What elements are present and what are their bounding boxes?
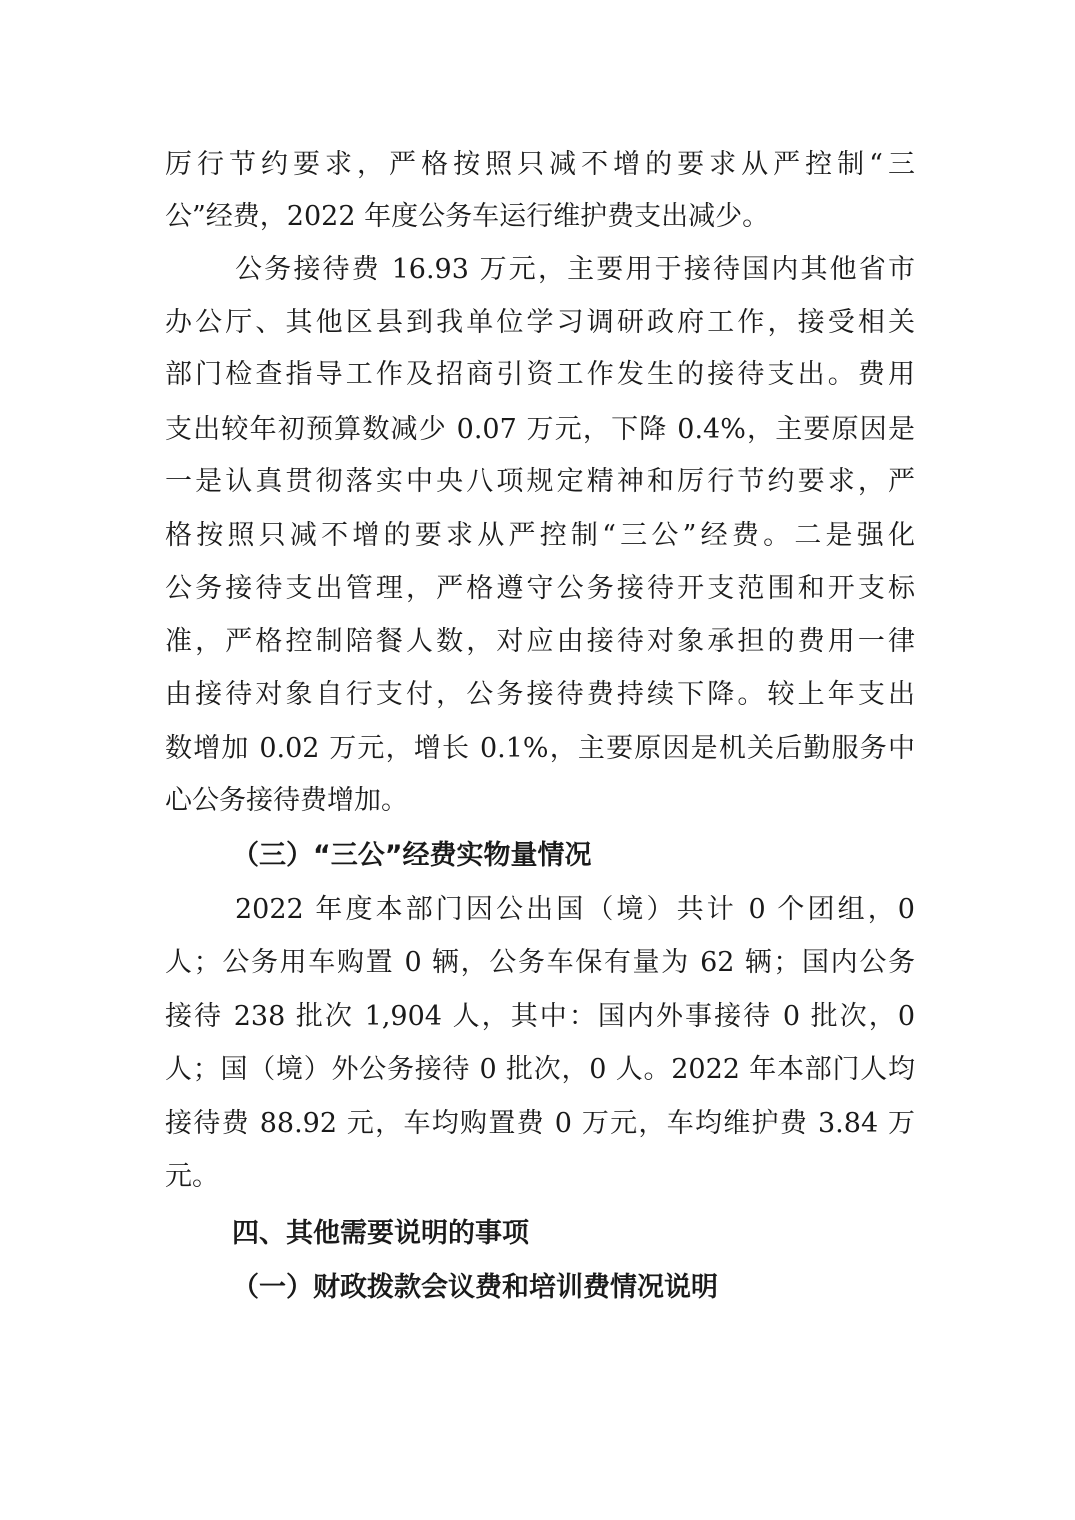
paragraph-line: 2022 年度本部门因公出国（境）共计 0 个团组，0 — [235, 894, 915, 925]
paragraph-line: 厉行节约要求，严格按照只减不增的要求从严控制“三 — [165, 149, 915, 180]
section-heading-three-public-quantity: （三）“三公”经费实物量情况 — [232, 840, 592, 871]
paragraph-line: 公”经费，2022 年度公务车运行维护费支出减少。 — [165, 201, 770, 232]
paragraph-line: 数增加 0.02 万元，增长 0.1%，主要原因是机关后勤服务中 — [165, 733, 915, 764]
paragraph-line: 格按照只减不增的要求从严控制“三公”经费。二是强化 — [165, 520, 915, 551]
paragraph-line: 部门检查指导工作及招商引资工作发生的接待支出。费用 — [165, 359, 915, 390]
paragraph-line: 一是认真贯彻落实中央八项规定精神和厉行节约要求，严 — [165, 466, 915, 497]
paragraph-line: 办公厅、其他区县到我单位学习调研政府工作，接受相关 — [165, 307, 915, 338]
paragraph-line: 公务接待费 16.93 万元，主要用于接待国内其他省市 — [235, 254, 915, 285]
paragraph-line: 人；公务用车购置 0 辆，公务车保有量为 62 辆；国内公务 — [165, 947, 915, 978]
paragraph-line: 准，严格控制陪餐人数，对应由接待对象承担的费用一律 — [165, 626, 915, 657]
paragraph-line: 接待费 88.92 元，车均购置费 0 万元，车均维护费 3.84 万 — [165, 1108, 915, 1139]
paragraph-line: 公务接待支出管理，严格遵守公务接待开支范围和开支标 — [165, 573, 915, 604]
paragraph-line: 支出较年初预算数减少 0.07 万元，下降 0.4%，主要原因是 — [165, 414, 915, 445]
paragraph-line: 接待 238 批次 1,904 人，其中：国内外事接待 0 批次，0 — [165, 1001, 915, 1032]
paragraph-line: 人；国（境）外公务接待 0 批次，0 人。2022 年本部门人均 — [165, 1054, 915, 1085]
paragraph-line: 由接待对象自行支付，公务接待费持续下降。较上年支出 — [165, 679, 915, 710]
paragraph-line: 心公务接待费增加。 — [165, 785, 408, 816]
section-heading-other-matters: 四、其他需要说明的事项 — [232, 1218, 529, 1249]
subsection-heading-meeting-training-fees: （一）财政拨款会议费和培训费情况说明 — [232, 1272, 718, 1303]
paragraph-line: 元。 — [165, 1161, 219, 1192]
